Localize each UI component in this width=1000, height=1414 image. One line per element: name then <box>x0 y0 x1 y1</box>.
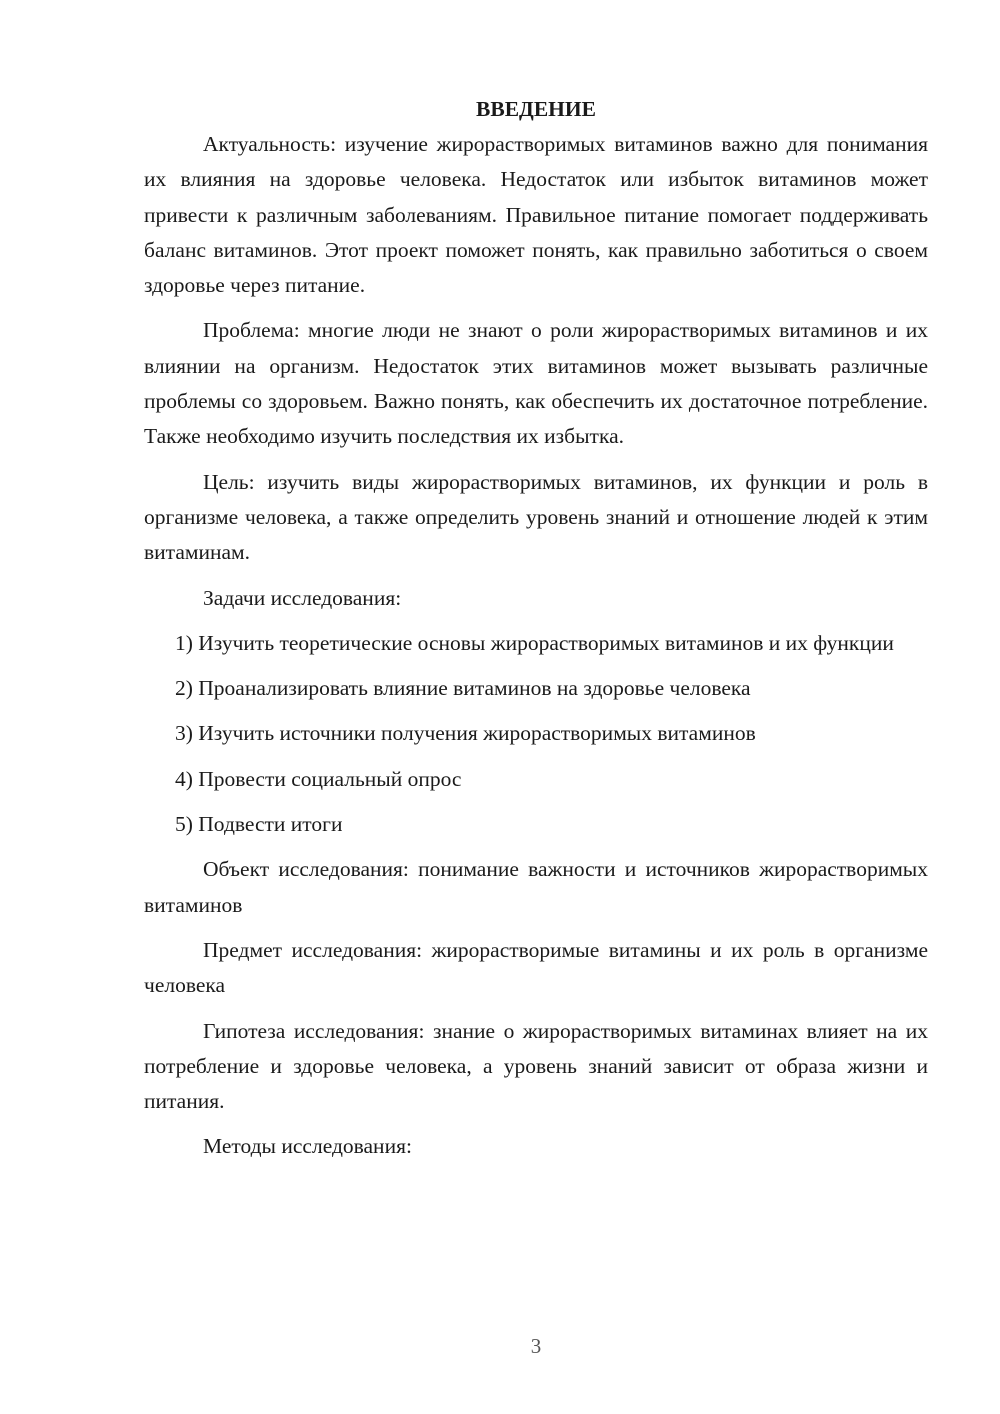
methods-heading: Методы исследования: <box>203 1134 412 1159</box>
paragraph-problem: Проблема: многие люди не знают о роли жирорастворимых витаминов и их влиянии на организм. Недостаток этих витаминов может вызывать различные проблемы со здоровьем. Важно понять, как обеспечить их достаточное потребление. Также необходимо изучить последствия их избытка. <box>144 318 928 449</box>
task-item-5: 5) Подвести итоги <box>175 812 343 837</box>
task-item-1: 1) Изучить теоретические основы жирорастворимых витаминов и их функции <box>175 630 894 655</box>
page-number: 3 <box>530 1334 542 1358</box>
paragraph-object: Объект исследования: понимание важности и источников жирорастворимых витаминов <box>144 857 928 917</box>
task-item-2: 2) Проанализировать влияние витаминов на здоровье человека <box>175 676 751 701</box>
paragraph-relevance: Актуальность: изучение жирорастворимых витаминов важно для понимания их влияния на здоровье человека. Недостаток или избыток витаминов может привести к различным заболеваниям. Правильное питание помогает поддерживать баланс витаминов. Этот проект поможет понять, как правильно заботиться о своем здоровье через питание. <box>144 132 928 298</box>
task-item-3: 3) Изучить источники получения жирорастворимых витаминов <box>175 721 756 746</box>
paragraph-goal: Цель: изучить виды жирорастворимых витаминов, их функции и роль в организме человека, а также определить уровень знаний и отношение людей к этим витаминам. <box>144 469 928 565</box>
section-title: ВВЕДЕНИЕ <box>476 97 596 121</box>
paragraph-hypothesis: Гипотеза исследования: знание о жирорастворимых витаминах влияет на их потребление и здоровье человека, а уровень знаний зависит от образа жизни и питания. <box>144 1018 928 1114</box>
paragraph-subject: Предмет исследования: жирорастворимые витамины и их роль в организме человека <box>144 937 928 998</box>
tasks-heading: Задачи исследования: <box>203 585 402 610</box>
task-item-4: 4) Провести социальный опрос <box>175 766 462 791</box>
page-content <box>144 92 928 1165</box>
